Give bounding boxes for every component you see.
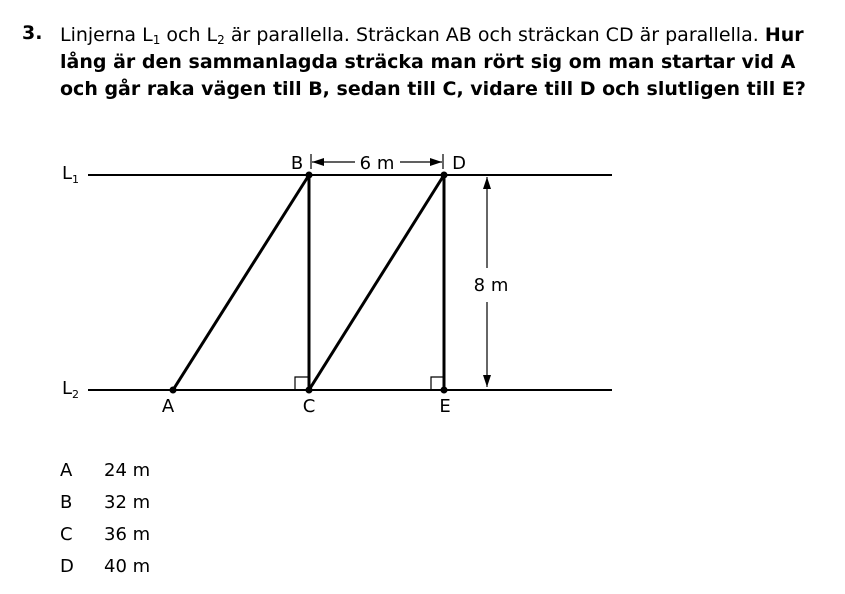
label-l1: $L_1$ xyxy=(62,163,80,186)
question-intro: Linjerna xyxy=(60,24,137,46)
segment-cd xyxy=(309,175,444,390)
point-c xyxy=(306,387,313,394)
choice-letter: A xyxy=(60,459,73,481)
choice-c[interactable] xyxy=(60,518,150,550)
question-prompt: Hur lång är den sammanlagda sträcka man rört sig om man startar vid A och går raka vägen till B, sedan till C, vidare till D och slutligen till E? xyxy=(60,24,806,100)
label-point-d: D xyxy=(452,153,466,174)
label-l2: $L_2$ xyxy=(62,378,80,401)
question-number: 3. xyxy=(22,22,43,44)
choice-letter: D xyxy=(60,555,74,577)
choice-d[interactable] xyxy=(60,550,150,582)
label-point-b: B xyxy=(290,153,304,174)
choice-value: 24 m xyxy=(104,459,151,481)
choice-a[interactable] xyxy=(60,454,150,486)
choice-letter: B xyxy=(60,491,73,513)
choice-value: 32 m xyxy=(104,491,151,513)
dim-8m-label: 8 m xyxy=(473,275,509,296)
dim-6m-label: 6 m xyxy=(359,153,395,174)
label-point-e: E xyxy=(439,396,451,417)
choice-value: 36 m xyxy=(104,523,151,545)
choice-value: 40 m xyxy=(104,555,151,577)
question-statement: är parallella. Sträckan AB och sträckan CD är parallella. xyxy=(230,24,759,46)
label-point-a: A xyxy=(161,396,175,417)
point-b xyxy=(306,172,313,179)
point-e xyxy=(441,387,448,394)
choice-b[interactable] xyxy=(60,486,150,518)
choice-letter: C xyxy=(60,523,73,545)
right-angle-c xyxy=(295,377,308,390)
label-point-c: C xyxy=(302,396,316,417)
point-a xyxy=(170,387,177,394)
line-l1-name: $L_1$ xyxy=(142,24,161,47)
point-d xyxy=(441,172,448,179)
question-och: och xyxy=(166,24,201,46)
line-l2-name: $L_2$ xyxy=(206,24,225,47)
segment-ab xyxy=(173,175,309,390)
answer-choices xyxy=(60,454,150,582)
